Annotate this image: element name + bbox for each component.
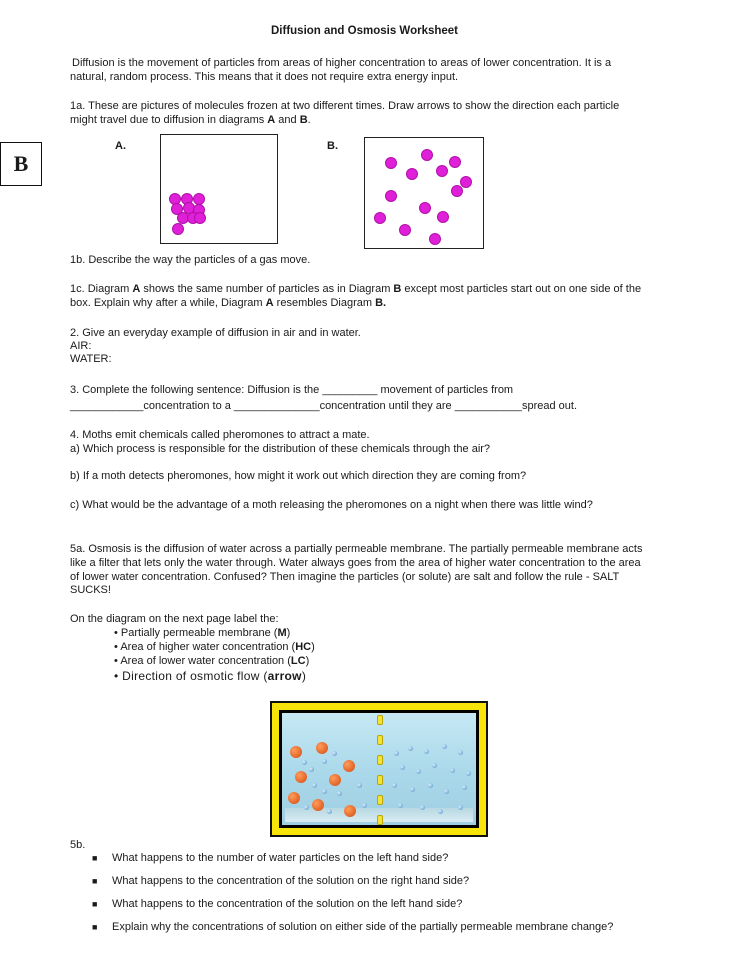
- membrane-segment: [377, 755, 383, 765]
- label-item-lc: • Area of lower water concentration (LC): [114, 655, 310, 667]
- q1c-bold-b: B: [393, 283, 402, 295]
- label-item-key: arrow: [267, 669, 302, 683]
- water-particle: [357, 783, 362, 788]
- water-particle: [309, 767, 314, 772]
- water-particle: [337, 791, 342, 796]
- water-particle: [428, 783, 433, 788]
- q2-water: WATER:: [70, 353, 112, 365]
- particle: [374, 212, 386, 224]
- label-item-close: ): [311, 641, 315, 653]
- q5a-line-2: like a filter that lets only the water through. Water always goes from the area of higher water concentration to the area: [70, 557, 641, 569]
- q1a-bold-a: A: [267, 114, 276, 126]
- water-particle: [302, 760, 307, 765]
- diagram-b-label: B.: [327, 140, 338, 152]
- label-item-text: Partially permeable membrane (: [120, 627, 278, 639]
- tank-water: [282, 713, 476, 825]
- q1c-bold-b: B.: [375, 297, 387, 309]
- particle: [436, 165, 448, 177]
- square-bullet: ■: [92, 922, 98, 932]
- q4-line-1: 4. Moths emit chemicals called pheromones to attract a mate.: [70, 429, 370, 441]
- q4-c: c) What would be the advantage of a moth releasing the pheromones on a night when there was little wind?: [70, 499, 593, 511]
- water-particle: [322, 789, 327, 794]
- salt-particle: [316, 742, 328, 754]
- q5b-label: 5b.: [70, 839, 86, 851]
- particle: [437, 211, 449, 223]
- water-particle: [304, 805, 309, 810]
- water-particle: [362, 803, 367, 808]
- q1a-line-2: [70, 113, 311, 127]
- particle: [385, 190, 397, 202]
- q1c-bold-a: A: [265, 297, 274, 309]
- water-particle: [458, 750, 463, 755]
- label-item-close: ): [305, 655, 310, 667]
- particle: [460, 176, 472, 188]
- q4-a: a) Which process is responsible for the distribution of these chemicals through the air?: [70, 443, 491, 455]
- membrane-segment: [377, 795, 383, 805]
- water-particle: [416, 769, 421, 774]
- label-item-text: Area of lower water concentration (: [120, 655, 291, 667]
- q1c-text: resembles Diagram: [273, 297, 376, 309]
- q5b-item-1: What happens to the number of water particles on the left hand side?: [112, 852, 449, 864]
- q2-line-1: 2. Give an everyday example of diffusion in air and in water.: [70, 327, 361, 339]
- q1a-end: .: [307, 114, 311, 126]
- particle: [429, 233, 441, 245]
- diagram-b-box: [364, 137, 484, 249]
- q1a-and: and: [275, 114, 300, 126]
- salt-particle: [295, 771, 307, 783]
- worksheet-title: Diffusion and Osmosis Worksheet: [270, 25, 458, 37]
- label-intro: On the diagram on the next page label the:: [70, 613, 279, 625]
- q5a-line-3: of lower water concentration. Confused? Then imagine the particles (or solute) are salt and follow the rule - SALT: [70, 571, 620, 583]
- particle: [399, 224, 411, 236]
- intro-line-1: Diffusion is the movement of particles from areas of higher concentration to areas of lower concentration. It is a: [72, 57, 612, 69]
- particle: [449, 156, 461, 168]
- osmosis-tank-diagram: [270, 701, 488, 837]
- q3-line-1: 3. Complete the following sentence: Diffusion is the _________ movement of particles from: [70, 384, 514, 396]
- q1c-text: shows the same number of particles as in Diagram: [140, 283, 394, 295]
- salt-particle: [344, 805, 356, 817]
- water-particle: [398, 803, 403, 808]
- q4-b: b) If a moth detects pheromones, how might it work out which direction they are coming from?: [70, 470, 527, 482]
- q1c-text: 1c. Diagram: [70, 283, 133, 295]
- particle: [385, 157, 397, 169]
- water-particle: [392, 783, 397, 788]
- water-particle: [394, 751, 399, 756]
- label-item-close: ): [286, 627, 291, 639]
- square-bullet: ■: [92, 853, 98, 863]
- water-particle: [408, 746, 413, 751]
- salt-particle: [343, 760, 355, 772]
- q1a-text: might travel due to diffusion in diagrams: [70, 114, 268, 126]
- water-particle: [432, 763, 437, 768]
- q3-line-2: ____________concentration to a ______________concentration until they are ___________spread out.: [70, 400, 578, 412]
- q1a-bold-b: B: [299, 114, 308, 126]
- water-particle: [442, 744, 447, 749]
- water-particle: [322, 759, 327, 764]
- q2-air: AIR:: [70, 340, 92, 352]
- water-particle: [462, 785, 467, 790]
- particle: [421, 149, 433, 161]
- salt-particle: [329, 774, 341, 786]
- square-bullet: ■: [92, 876, 98, 886]
- q5b-item-2: What happens to the concentration of the solution on the right hand side?: [112, 875, 470, 887]
- label-item-membrane: • Partially permeable membrane (M): [114, 627, 291, 639]
- water-particle: [466, 771, 471, 776]
- water-particle: [400, 765, 405, 770]
- particle: [451, 185, 463, 197]
- label-item-arrow: • Direction of osmotic flow (arrow): [114, 669, 307, 683]
- water-particle: [410, 787, 415, 792]
- q5b-item-4: Explain why the concentrations of solution on either side of the partially permeable membrane change?: [112, 921, 614, 933]
- label-item-text: Area of higher water concentration (: [120, 641, 296, 653]
- membrane-segment: [377, 735, 383, 745]
- particle: [194, 212, 206, 224]
- label-item-close: ): [301, 669, 307, 683]
- water-particle: [332, 751, 337, 756]
- square-bullet: ■: [92, 899, 98, 909]
- label-item-text: Direction of osmotic flow (: [122, 669, 268, 683]
- label-item-hc: • Area of higher water concentration (HC): [114, 641, 315, 653]
- diagram-a-box: [160, 134, 278, 244]
- label-item-key: M: [277, 627, 287, 639]
- q1c-line-2: [70, 296, 386, 310]
- q1c-text: box. Explain why after a while, Diagram: [70, 297, 266, 309]
- salt-particle: [290, 746, 302, 758]
- label-item-key: LC: [290, 655, 306, 667]
- water-particle: [458, 805, 463, 810]
- particle: [172, 223, 184, 235]
- q5b-item-3: What happens to the concentration of the solution on the left hand side?: [112, 898, 463, 910]
- water-particle: [420, 805, 425, 810]
- water-particle: [438, 809, 443, 814]
- version-badge: B: [0, 142, 42, 186]
- particle: [419, 202, 431, 214]
- q5a-line-1: 5a. Osmosis is the diffusion of water across a partially permeable membrane. The partially permeable membrane acts: [70, 543, 643, 555]
- salt-particle: [312, 799, 324, 811]
- water-particle: [450, 768, 455, 773]
- q1a-line-1: 1a. These are pictures of molecules frozen at two different times. Draw arrows to show the direction each particle: [70, 100, 620, 112]
- water-particle: [424, 749, 429, 754]
- water-particle: [327, 809, 332, 814]
- intro-line-2: natural, random process. This means that it does not require extra energy input.: [70, 71, 459, 83]
- water-particle: [312, 783, 317, 788]
- membrane-segment: [377, 775, 383, 785]
- membrane-segment: [377, 815, 383, 825]
- membrane-segment: [377, 715, 383, 725]
- q1c-text: except most particles start out on one side of the: [401, 283, 642, 295]
- tank-border: [279, 710, 479, 828]
- diagram-a-label: A.: [115, 140, 126, 152]
- q1c-bold-a: A: [132, 283, 141, 295]
- q1b-text: 1b. Describe the way the particles of a gas move.: [70, 254, 311, 266]
- q1c-line-1: [70, 282, 641, 296]
- q5a-line-4: SUCKS!: [70, 584, 111, 596]
- salt-particle: [288, 792, 300, 804]
- label-item-key: HC: [295, 641, 312, 653]
- particle: [406, 168, 418, 180]
- water-particle: [444, 789, 449, 794]
